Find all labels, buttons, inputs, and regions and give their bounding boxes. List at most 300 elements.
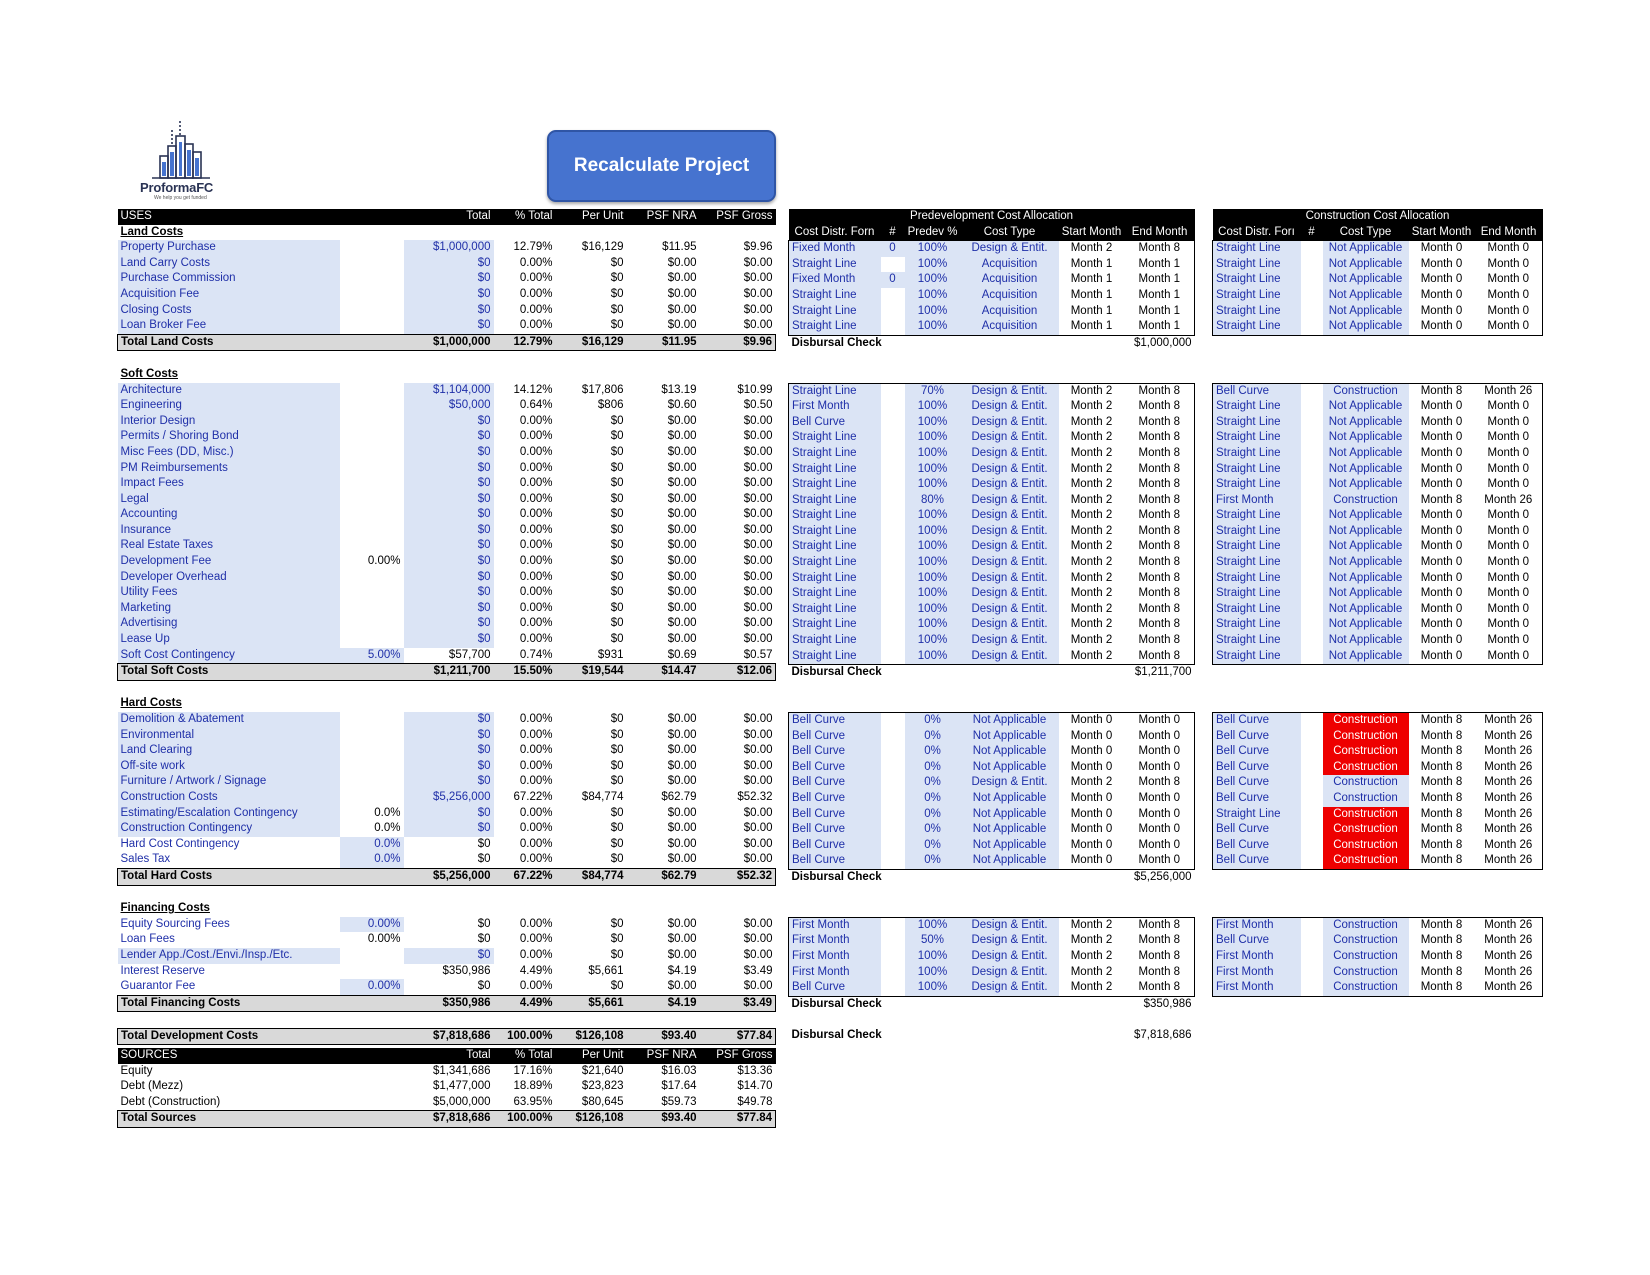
cost-distribution-select[interactable]: Bell Curve: [1213, 744, 1301, 760]
predev-pct-input[interactable]: 100%: [905, 539, 961, 555]
cost-type-select[interactable]: Not Applicable: [1323, 288, 1409, 304]
cost-distribution-select[interactable]: Straight Line: [1213, 257, 1301, 273]
cost-type-select[interactable]: Design & Entit.: [961, 430, 1059, 446]
cost-type-select[interactable]: Not Applicable: [1323, 319, 1409, 335]
cost-distribution-select[interactable]: Straight Line: [789, 446, 881, 462]
cost-type-select[interactable]: Not Applicable: [961, 744, 1059, 760]
cost-distribution-select[interactable]: Bell Curve: [789, 729, 881, 745]
cell-psf-nra: $0.00: [667, 586, 697, 599]
cost-distribution-select[interactable]: Bell Curve: [1213, 713, 1301, 729]
predev-pct-input[interactable]: 100%: [905, 649, 961, 665]
cost-type-select[interactable]: Construction: [1323, 980, 1409, 996]
cost-type-select[interactable]: Not Applicable: [1323, 399, 1409, 415]
cost-type-select[interactable]: Construction: [1323, 917, 1409, 933]
cost-distribution-select[interactable]: Straight Line: [789, 477, 881, 493]
start-month: Month 8: [1420, 729, 1463, 742]
cost-distribution-select[interactable]: Fixed Month: [789, 241, 881, 257]
cost-distribution-select[interactable]: Straight Line: [1213, 430, 1301, 446]
cost-type-select[interactable]: Design & Entit.: [961, 446, 1059, 462]
cell-rate: [340, 774, 404, 790]
predev-pct-input[interactable]: 100%: [905, 524, 961, 540]
count-input[interactable]: [881, 633, 905, 649]
cost-distribution-select[interactable]: Straight Line: [1213, 462, 1301, 478]
cost-distribution-select[interactable]: Bell Curve: [1213, 729, 1301, 745]
cost-type-select[interactable]: Construction: [1323, 760, 1409, 776]
cost-distribution-select[interactable]: Bell Curve: [1213, 933, 1301, 949]
cost-distribution-select[interactable]: Straight Line: [1213, 807, 1301, 823]
count-input[interactable]: [881, 586, 905, 602]
spacer-cell: [1409, 351, 1475, 367]
predev-pct-input[interactable]: 0%: [905, 807, 961, 823]
cost-distribution-select[interactable]: Straight Line: [789, 319, 881, 335]
count-input[interactable]: [881, 477, 905, 493]
predev-pct-input[interactable]: 0%: [905, 853, 961, 869]
cost-type-select[interactable]: Acquisition: [961, 304, 1059, 320]
cost-type-select[interactable]: Design & Entit.: [961, 555, 1059, 571]
header-label: USES: [118, 209, 340, 225]
count-input[interactable]: [881, 539, 905, 555]
recalculate-project-button[interactable]: Recalculate Project: [547, 130, 776, 202]
cell-total[interactable]: $0: [404, 774, 494, 790]
cost-type-select[interactable]: Not Applicable: [961, 729, 1059, 745]
cell-total[interactable]: $0: [404, 461, 494, 477]
cost-distribution-select[interactable]: First Month: [789, 917, 881, 933]
cell-psf-nra: $0.00: [667, 728, 697, 741]
cost-distribution-select[interactable]: Bell Curve: [789, 791, 881, 807]
constr-row: [1213, 304, 1543, 320]
cost-distribution-select[interactable]: Bell Curve: [1213, 838, 1301, 854]
cost-distribution-select[interactable]: Bell Curve: [789, 838, 881, 854]
predev-pct-input[interactable]: 100%: [905, 241, 961, 257]
count-input[interactable]: [881, 713, 905, 729]
cost-type-select[interactable]: Construction: [1323, 933, 1409, 949]
spacer-cell: [556, 1012, 627, 1029]
cell-total[interactable]: $0: [404, 806, 494, 822]
cost-type-select[interactable]: Design & Entit.: [961, 241, 1059, 257]
cost-type-select[interactable]: Design & Entit.: [961, 539, 1059, 555]
cell-total[interactable]: $0: [404, 287, 494, 303]
cost-type-select[interactable]: Design & Entit.: [961, 633, 1059, 649]
cost-type-select[interactable]: Not Applicable: [1323, 571, 1409, 587]
cost-distribution-select[interactable]: Straight Line: [789, 288, 881, 304]
cost-distribution-select[interactable]: First Month: [789, 933, 881, 949]
cell-total[interactable]: $5,256,000: [404, 790, 494, 806]
count-input[interactable]: [881, 791, 905, 807]
cost-type-select[interactable]: Design & Entit.: [961, 477, 1059, 493]
count-input[interactable]: [881, 383, 905, 399]
cell-total[interactable]: $0: [404, 601, 494, 617]
cost-type-select[interactable]: Not Applicable: [961, 822, 1059, 838]
count-input[interactable]: [881, 807, 905, 823]
cost-type-select[interactable]: Not Applicable: [1323, 508, 1409, 524]
cost-distribution-select[interactable]: Straight Line: [789, 462, 881, 478]
cost-type-select[interactable]: Construction: [1323, 383, 1409, 399]
predev-pct-input[interactable]: 100%: [905, 555, 961, 571]
cost-type-select[interactable]: Not Applicable: [1323, 257, 1409, 273]
spacer-cell: [1125, 696, 1195, 712]
cost-distribution-select[interactable]: Straight Line: [789, 586, 881, 602]
cost-distribution-select[interactable]: First Month: [1213, 980, 1301, 996]
cost-type-select[interactable]: Not Applicable: [1323, 415, 1409, 431]
cost-type-select[interactable]: Construction: [1323, 965, 1409, 981]
cost-type-select[interactable]: Construction: [1323, 791, 1409, 807]
cell-total[interactable]: $0: [404, 712, 494, 728]
cost-type-select[interactable]: Acquisition: [961, 288, 1059, 304]
predev-pct-input[interactable]: 100%: [905, 586, 961, 602]
count-input[interactable]: [881, 965, 905, 981]
predev-pct-input[interactable]: 100%: [905, 965, 961, 981]
count-input[interactable]: [881, 602, 905, 618]
cell-total[interactable]: $0: [404, 318, 494, 334]
cost-distribution-select[interactable]: Straight Line: [789, 508, 881, 524]
predev-pct-input[interactable]: 0%: [905, 838, 961, 854]
count-input[interactable]: [881, 508, 905, 524]
cell-total[interactable]: $0: [404, 523, 494, 539]
predev-pct-input[interactable]: 100%: [905, 508, 961, 524]
cost-type-select[interactable]: Construction: [1323, 807, 1409, 823]
cost-distribution-select[interactable]: Straight Line: [1213, 539, 1301, 555]
cost-distribution-select[interactable]: Straight Line: [1213, 272, 1301, 288]
spacer-cell: [1409, 681, 1475, 697]
cost-type-select[interactable]: Design & Entit.: [961, 602, 1059, 618]
predev-pct-input[interactable]: 100%: [905, 602, 961, 618]
cell-total[interactable]: $0: [404, 821, 494, 837]
cost-type-select[interactable]: Not Applicable: [961, 807, 1059, 823]
cost-type-select[interactable]: Not Applicable: [1323, 430, 1409, 446]
predev-pct-input[interactable]: 100%: [905, 617, 961, 633]
cost-type-select[interactable]: Construction: [1323, 493, 1409, 509]
cost-type-select[interactable]: Design & Entit.: [961, 649, 1059, 665]
cost-distribution-select[interactable]: Straight Line: [1213, 617, 1301, 633]
cost-distribution-select[interactable]: Straight Line: [789, 617, 881, 633]
cost-type-select[interactable]: Not Applicable: [1323, 272, 1409, 288]
cell-total[interactable]: $50,000: [404, 398, 494, 414]
cost-distribution-select[interactable]: First Month: [789, 399, 881, 415]
cost-type-select[interactable]: Construction: [1323, 822, 1409, 838]
disbursal-check-value: $1,000,000: [1134, 336, 1192, 349]
cell-total[interactable]: $0: [404, 256, 494, 272]
cell-total[interactable]: $0: [404, 538, 494, 554]
cost-distribution-select[interactable]: Bell Curve: [789, 853, 881, 869]
cost-distribution-select[interactable]: Bell Curve: [789, 415, 881, 431]
predev-pct-input[interactable]: 80%: [905, 493, 961, 509]
cost-distribution-select[interactable]: Straight Line: [1213, 571, 1301, 587]
cost-type-select[interactable]: Design & Entit.: [961, 571, 1059, 587]
cell-total[interactable]: $0: [404, 429, 494, 445]
cell-total[interactable]: $0: [404, 476, 494, 492]
cost-distribution-select[interactable]: Straight Line: [1213, 649, 1301, 665]
cell-label: Off-site work: [118, 759, 340, 775]
cell-total[interactable]: $0: [404, 271, 494, 287]
count-input[interactable]: [881, 775, 905, 791]
cost-type-select[interactable]: Not Applicable: [961, 760, 1059, 776]
predev-pct-input[interactable]: 0%: [905, 729, 961, 745]
count-input[interactable]: [881, 524, 905, 540]
cost-type-select[interactable]: Design & Entit.: [961, 775, 1059, 791]
cost-distribution-select[interactable]: Straight Line: [789, 383, 881, 399]
predev-pct-input[interactable]: 100%: [905, 319, 961, 335]
cell-total[interactable]: $0: [404, 948, 494, 964]
cost-type-select[interactable]: Design & Entit.: [961, 462, 1059, 478]
cell-rate[interactable]: 0.0%: [340, 852, 404, 868]
count-input[interactable]: [881, 949, 905, 965]
predev-pct-input[interactable]: 0%: [905, 744, 961, 760]
cost-type-select[interactable]: Not Applicable: [1323, 524, 1409, 540]
cost-type-select[interactable]: Design & Entit.: [961, 933, 1059, 949]
count-input[interactable]: [881, 319, 905, 335]
cell-psf-gross: $0.00: [743, 744, 773, 757]
cost-type-select[interactable]: Construction: [1323, 853, 1409, 869]
predev-pct-input[interactable]: 100%: [905, 917, 961, 933]
cost-distribution-select[interactable]: First Month: [789, 949, 881, 965]
cost-distribution-select[interactable]: Fixed Month: [789, 272, 881, 288]
cost-type-select[interactable]: Acquisition: [961, 257, 1059, 273]
cost-type-select[interactable]: Design & Entit.: [961, 493, 1059, 509]
cost-distribution-select[interactable]: Straight Line: [1213, 288, 1301, 304]
cost-distribution-select[interactable]: Straight Line: [1213, 602, 1301, 618]
cost-distribution-select[interactable]: Straight Line: [1213, 319, 1301, 335]
cost-type-select[interactable]: Design & Entit.: [961, 917, 1059, 933]
cost-type-select[interactable]: Not Applicable: [1323, 304, 1409, 320]
cell-total[interactable]: $0: [404, 616, 494, 632]
cost-type-select[interactable]: Not Applicable: [961, 838, 1059, 854]
cost-distribution-select[interactable]: Bell Curve: [789, 760, 881, 776]
cost-distribution-select[interactable]: Straight Line: [789, 633, 881, 649]
cost-type-select[interactable]: Design & Entit.: [961, 617, 1059, 633]
cost-distribution-select[interactable]: Bell Curve: [789, 822, 881, 838]
predev-pct-input[interactable]: 100%: [905, 257, 961, 273]
cost-distribution-select[interactable]: First Month: [1213, 965, 1301, 981]
cell-rate[interactable]: 5.00%: [340, 648, 404, 664]
cost-distribution-select[interactable]: First Month: [789, 965, 881, 981]
cost-distribution-select[interactable]: Straight Line: [1213, 446, 1301, 462]
predev-row: [789, 791, 1195, 807]
count-input[interactable]: [881, 917, 905, 933]
cost-type-select[interactable]: Design & Entit.: [961, 383, 1059, 399]
cell-label: Guarantor Fee: [120, 980, 196, 993]
count-input[interactable]: [881, 462, 905, 478]
start-month: Month 0: [1409, 649, 1475, 665]
cost-distribution-select[interactable]: Straight Line: [1213, 555, 1301, 571]
cell-total[interactable]: $0: [404, 303, 494, 319]
cost-distribution-select[interactable]: Straight Line: [789, 649, 881, 665]
cell-total[interactable]: $1,000,000: [404, 240, 494, 256]
cost-type-select[interactable]: Not Applicable: [1323, 617, 1409, 633]
cost-distribution-select[interactable]: Straight Line: [789, 257, 881, 273]
cost-distribution-select[interactable]: Straight Line: [789, 493, 881, 509]
cost-distribution-select[interactable]: Bell Curve: [789, 775, 881, 791]
cost-type-select[interactable]: Construction: [1323, 949, 1409, 965]
cell-total[interactable]: $0: [404, 554, 494, 570]
cell-rate[interactable]: 0.0%: [340, 837, 404, 853]
cell-total[interactable]: $0: [404, 414, 494, 430]
cost-distribution-select[interactable]: Straight Line: [1213, 508, 1301, 524]
cost-distribution-select[interactable]: Straight Line: [789, 602, 881, 618]
cost-type-select[interactable]: Design & Entit.: [961, 399, 1059, 415]
predev-pct-input[interactable]: 0%: [905, 713, 961, 729]
cost-distribution-select[interactable]: Straight Line: [789, 539, 881, 555]
cost-type-select[interactable]: Not Applicable: [1323, 555, 1409, 571]
cost-type-select[interactable]: Construction: [1323, 729, 1409, 745]
cost-type-select[interactable]: Acquisition: [961, 319, 1059, 335]
cost-distribution-select[interactable]: Straight Line: [789, 555, 881, 571]
predev-pct-input[interactable]: 100%: [905, 980, 961, 996]
cost-distribution-select[interactable]: First Month: [1213, 917, 1301, 933]
cost-distribution-select[interactable]: Bell Curve: [1213, 775, 1301, 791]
predev-pct-input[interactable]: 0%: [905, 791, 961, 807]
count-input[interactable]: [881, 729, 905, 745]
cell-total[interactable]: $0: [404, 507, 494, 523]
count-input[interactable]: [881, 257, 905, 273]
cost-distribution-select[interactable]: First Month: [1213, 493, 1301, 509]
cost-distribution-select[interactable]: Straight Line: [1213, 524, 1301, 540]
cost-type-select[interactable]: Construction: [1323, 775, 1409, 791]
cell-rate[interactable]: 0.00%: [340, 979, 404, 995]
cost-type-select[interactable]: Construction: [1323, 838, 1409, 854]
cell-total[interactable]: $0: [404, 492, 494, 508]
count-input[interactable]: [881, 555, 905, 571]
cost-distribution-select[interactable]: Straight Line: [789, 430, 881, 446]
cost-distribution-select[interactable]: Straight Line: [1213, 477, 1301, 493]
cost-type-select[interactable]: Not Applicable: [1323, 633, 1409, 649]
cost-distribution-select[interactable]: Straight Line: [789, 304, 881, 320]
cost-distribution-select[interactable]: Bell Curve: [1213, 822, 1301, 838]
predev-pct-input[interactable]: 0%: [905, 775, 961, 791]
cost-type-select[interactable]: Not Applicable: [1323, 241, 1409, 257]
count-input[interactable]: [881, 617, 905, 633]
cost-distribution-select[interactable]: Straight Line: [1213, 586, 1301, 602]
predev-pct-input[interactable]: 100%: [905, 633, 961, 649]
count-input[interactable]: [881, 853, 905, 869]
cost-distribution-select[interactable]: Bell Curve: [789, 807, 881, 823]
cost-distribution-select[interactable]: First Month: [1213, 949, 1301, 965]
cost-type-select[interactable]: Construction: [1323, 713, 1409, 729]
count-input[interactable]: [881, 933, 905, 949]
predev-pct-input[interactable]: 100%: [905, 304, 961, 320]
cost-distribution-select[interactable]: Straight Line: [1213, 399, 1301, 415]
count-input[interactable]: [881, 838, 905, 854]
cost-distribution-select[interactable]: Bell Curve: [1213, 791, 1301, 807]
cost-type-select[interactable]: Not Applicable: [961, 791, 1059, 807]
predev-pct-input[interactable]: 100%: [905, 288, 961, 304]
cell-psf-nra: $0.00: [667, 917, 697, 930]
cost-type-select[interactable]: Acquisition: [961, 272, 1059, 288]
cost-type-select[interactable]: Not Applicable: [1323, 446, 1409, 462]
cell-total[interactable]: $0: [404, 570, 494, 586]
count-input[interactable]: [881, 649, 905, 665]
cost-type-select[interactable]: Design & Entit.: [961, 524, 1059, 540]
cell-total[interactable]: $1,104,000: [404, 383, 494, 399]
predev-pct-input[interactable]: 100%: [905, 446, 961, 462]
predev-pct-input[interactable]: 100%: [905, 272, 961, 288]
cost-type-select[interactable]: Design & Entit.: [961, 980, 1059, 996]
cost-type-select[interactable]: Design & Entit.: [961, 508, 1059, 524]
cost-type-select[interactable]: Design & Entit.: [961, 415, 1059, 431]
predev-pct-input[interactable]: 100%: [905, 399, 961, 415]
predev-pct-input[interactable]: 70%: [905, 383, 961, 399]
cost-distribution-select[interactable]: Straight Line: [1213, 304, 1301, 320]
predev-pct-input[interactable]: 0%: [905, 822, 961, 838]
predev-pct-input[interactable]: 0%: [905, 760, 961, 776]
cost-distribution-select[interactable]: Bell Curve: [789, 744, 881, 760]
count-input: [1301, 415, 1323, 431]
count-input[interactable]: [881, 288, 905, 304]
start-month: Month 2: [1070, 524, 1113, 537]
cost-distribution-select[interactable]: Straight Line: [1213, 241, 1301, 257]
spacer-cell: [1213, 665, 1301, 681]
spacer-cell: [1125, 681, 1195, 697]
predev-pct-input[interactable]: 100%: [905, 571, 961, 587]
cell-total[interactable]: $0: [404, 632, 494, 648]
cost-distribution-select[interactable]: Straight Line: [1213, 415, 1301, 431]
count-input[interactable]: [881, 415, 905, 431]
count-input[interactable]: [881, 493, 905, 509]
cost-type-select[interactable]: Not Applicable: [1323, 649, 1409, 665]
predev-pct-input[interactable]: 100%: [905, 462, 961, 478]
cost-distribution-select[interactable]: Bell Curve: [1213, 760, 1301, 776]
cost-type-select[interactable]: Not Applicable: [1323, 602, 1409, 618]
cost-type-select[interactable]: Not Applicable: [961, 713, 1059, 729]
cost-type-select[interactable]: Design & Entit.: [961, 965, 1059, 981]
count-input[interactable]: [881, 446, 905, 462]
predev-pct-input[interactable]: 100%: [905, 430, 961, 446]
cell-total[interactable]: $0: [404, 585, 494, 601]
cost-distribution-select[interactable]: Bell Curve: [1213, 383, 1301, 399]
cost-distribution-select[interactable]: Bell Curve: [789, 713, 881, 729]
count-input[interactable]: [881, 980, 905, 996]
cost-type-select[interactable]: Not Applicable: [961, 853, 1059, 869]
predev-pct-input[interactable]: 100%: [905, 415, 961, 431]
predev-pct-input[interactable]: 100%: [905, 477, 961, 493]
cost-type-select[interactable]: Not Applicable: [1323, 539, 1409, 555]
end-month: Month 0: [1125, 791, 1195, 807]
cost-type-select[interactable]: Design & Entit.: [961, 586, 1059, 602]
cost-distribution-select[interactable]: Bell Curve: [789, 980, 881, 996]
cost-distribution-select[interactable]: Straight Line: [789, 571, 881, 587]
cell-rate[interactable]: 0.00%: [340, 917, 404, 933]
cell-total[interactable]: $0: [404, 743, 494, 759]
cost-type-select[interactable]: Not Applicable: [1323, 462, 1409, 478]
cell-total[interactable]: $0: [404, 728, 494, 744]
count-input[interactable]: [881, 571, 905, 587]
cell-total[interactable]: $0: [404, 445, 494, 461]
cost-distribution-select[interactable]: Straight Line: [1213, 633, 1301, 649]
count-input[interactable]: [881, 430, 905, 446]
count-input[interactable]: 0: [881, 241, 905, 257]
cell-total[interactable]: $0: [404, 759, 494, 775]
cost-type-select[interactable]: Construction: [1323, 744, 1409, 760]
count-input[interactable]: [881, 399, 905, 415]
count-input[interactable]: [881, 304, 905, 320]
spacer-cell: [340, 680, 404, 696]
cell-label: Utility Fees: [118, 585, 340, 601]
uses-table: [117, 209, 776, 1045]
count-input[interactable]: [881, 744, 905, 760]
spacer-cell: [1125, 1012, 1195, 1028]
cost-distribution-select[interactable]: Bell Curve: [1213, 853, 1301, 869]
count-input[interactable]: [881, 822, 905, 838]
count-input[interactable]: [881, 760, 905, 776]
end-month: Month 0: [1475, 602, 1543, 618]
predev-pct-input[interactable]: 100%: [905, 949, 961, 965]
cost-type-select[interactable]: Design & Entit.: [961, 949, 1059, 965]
cost-type-select[interactable]: Not Applicable: [1323, 586, 1409, 602]
count-input[interactable]: 0: [881, 272, 905, 288]
cost-distribution-select[interactable]: Straight Line: [789, 524, 881, 540]
cost-type-select[interactable]: Not Applicable: [1323, 477, 1409, 493]
predev-pct-input[interactable]: 50%: [905, 933, 961, 949]
cell-psf-nra: $0.00: [667, 445, 697, 458]
